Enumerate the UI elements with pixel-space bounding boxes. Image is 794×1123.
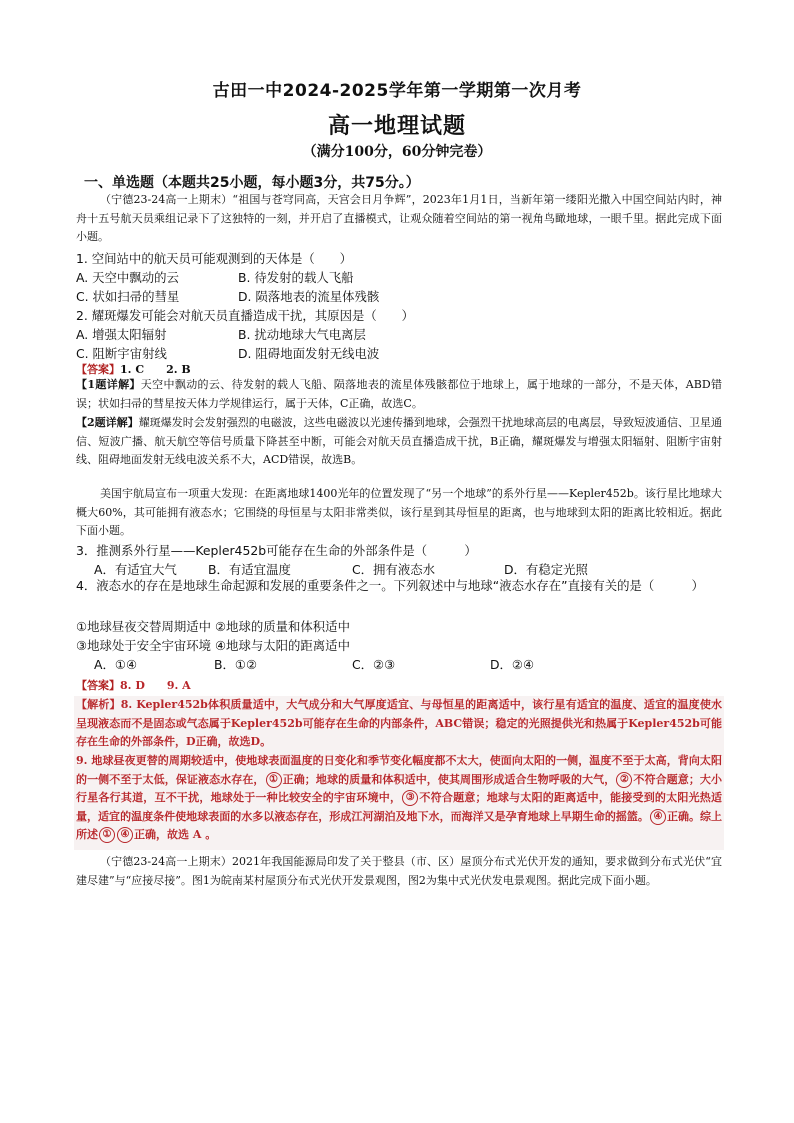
option-d: D．有稳定光照	[504, 562, 588, 577]
score-note: （满分100分，60分钟完卷）	[302, 144, 492, 160]
question-4-statements-2: ③地球处于安全宇宙环境 ④地球与太阳的距离适中	[76, 638, 350, 653]
subject-title: 高一地理试题	[327, 114, 466, 139]
question-1-stem: 1. 空间站中的航天员可能观测到的天体是（ ）	[76, 251, 352, 266]
statement-marker: ①	[99, 827, 115, 843]
explanation-label: 【1题详解】	[76, 378, 141, 391]
explanation-part: 正确。综上所述	[76, 809, 723, 842]
question-3-stem: 3．推测系外行星——Kepler452b可能存在生命的外部条件是（ ）	[76, 543, 477, 558]
option-a: A．有适宜大气	[94, 562, 177, 577]
option-c: C. 阻断宇宙射线	[76, 346, 167, 361]
explanation-part: 不符合题意；地球与太阳的距离适中，能接受到的太阳光热适量，适宜的温度条件使地球表面的水多以液态存在，形成江河湖泊及地下水，而海洋又是孕育地球上早期生命的摇篮。	[76, 791, 723, 823]
exam-title: 古田一中2024-2025学年第一学期第一次月考	[212, 81, 582, 101]
option-b: B．①②	[214, 657, 258, 672]
answer-text: 8. D 9. A	[120, 679, 191, 692]
option-c: C．②③	[352, 657, 396, 672]
option-b: B. 待发射的载人飞船	[238, 270, 354, 285]
option-a: A. 增强太阳辐射	[76, 327, 167, 342]
explanation-part: 9. 地球昼夜更替的周期较适中，使地球表面温度的日变化和季节变化幅度都不太大，使面向太阳的一侧，温度不至于太高，背向太阳的一侧不至于太低，保证液态水存在，	[76, 754, 722, 786]
explanation-9	[76, 752, 722, 845]
explanation-2	[76, 414, 722, 470]
passage-3: （宁德23-24高一上期末）2021年我国能源局印发了关于整县（市、区）屋顶分布式光伏开发的通知，要求做到分布式光伏“宜建尽建”与“应接尽接”。图1为皖南某村屋顶分布式光伏开发景观图，图2为集中式光伏发电景观图。据此完成下面小题。	[76, 855, 722, 887]
answer-8-9	[76, 677, 191, 693]
question-4-stem: 4．液态水的存在是地球生命起源和发展的重要条件之一。下列叙述中与地球“液态水存在”直接有关的是（ ）	[76, 578, 704, 593]
option-d: D．②④	[490, 657, 535, 672]
option-b: B．有适宜温度	[208, 562, 291, 577]
explanation-8	[76, 696, 722, 752]
explanation-text: 8. Kepler452b体积质量适中，大气成分和大气厚度适宜、与母恒星的距离适中，该行星有适宜的温度、适宜的温度使水呈现液态而不是固态或气态属于Kepler452b可能存在生命的内部条件，ABC错误；稳定的光照提供光和热属于Kepler452b可能存在生命的外部条件，D正确，故选D。	[76, 698, 722, 749]
option-a: A. 天空中飘动的云	[76, 270, 179, 285]
explanation-part: 正确；地球的质量和体积适中，使其周围形成适合生物呼吸的大气，	[282, 772, 616, 786]
explanation-part: 不符合题意；大小行星各行其道，互不干扰，地球处于一种比较安全的宇宙环境中，	[76, 772, 723, 805]
statement-marker: ④	[650, 809, 666, 825]
answer-label: 【答案】	[76, 679, 120, 692]
explanation-label: 【2题详解】	[76, 416, 139, 429]
option-c: C. 状如扫帚的彗星	[76, 289, 180, 304]
statement-marker: ④	[117, 827, 133, 843]
section-heading: 一、单选题（本题共25小题，每小题3分，共75分。）	[84, 175, 420, 191]
option-d: D. 陨落地表的流星体残骸	[238, 289, 380, 304]
explanation-text: 耀斑爆发时会发射强烈的电磁波，这些电磁波以光速传播到地球，会强烈干扰地球高层的电离层，导致短波通信、卫星通信、短波广播、航天航空等信号质量下降甚至中断，可能会对航天员直播造成干扰，B正确，耀斑爆发与增强太阳辐射、阻断宇宙射线、阻碍地面发射无线电波关系不大，ACD错误，故选B。	[76, 416, 723, 467]
option-c: C．拥有液态水	[352, 562, 435, 577]
option-a: A．①④	[94, 657, 138, 672]
passage-1: （宁德23-24高一上期末）“祖国与苍穹同高，天宫会日月争辉”，2023年1月1日，当新年第一缕阳光撒入中国空间站内时，神舟十五号航天员乘组记录下了这独特的一刻，并开启了直播模式，让观众随着空间站的第一视角鸟瞰地球，一眼千里。据此完成下面小题。	[76, 193, 722, 244]
answer-label: 【答案】	[76, 363, 120, 376]
explanation-label: 【解析】	[76, 698, 121, 711]
explanation-1	[76, 376, 722, 413]
option-d: D. 阻碍地面发射无线电波	[238, 346, 380, 361]
statement-marker: ①	[266, 772, 282, 788]
explanation-text: 天空中飘动的云、待发射的载人飞船、陨落地表的流星体残骸都位于地球上，属于地球的一部分，不是天体，ABD错误；状如扫帚的彗星按天体力学规律运行，属于天体，C正确，故选C。	[76, 378, 722, 410]
passage-2: 美国宇航局宣布一项重大发现：在距离地球1400光年的位置发现了“另一个地球”的系外行星——Kepler452b。该行星比地球大概大60%，其可能拥有液态水；它围绕的母恒星与太阳非常类似，该行星到其母恒星的距离，也与地球到太阳的距离比较相近。据此下面小题。	[76, 487, 722, 538]
question-2-stem: 2. 耀斑爆发可能会对航天员直播造成干扰，其原因是（ ）	[76, 308, 414, 323]
question-4-statements-1: ①地球昼夜交替周期适中 ②地球的质量和体积适中	[76, 619, 350, 634]
statement-marker: ③	[402, 790, 418, 806]
answer-text: 1. C 2. B	[120, 363, 191, 376]
explanation-part: 正确，故选 A 。	[134, 828, 217, 842]
option-b: B. 扰动地球大气电离层	[238, 327, 366, 342]
statement-marker: ②	[616, 772, 632, 788]
answer-1-2	[76, 361, 191, 377]
